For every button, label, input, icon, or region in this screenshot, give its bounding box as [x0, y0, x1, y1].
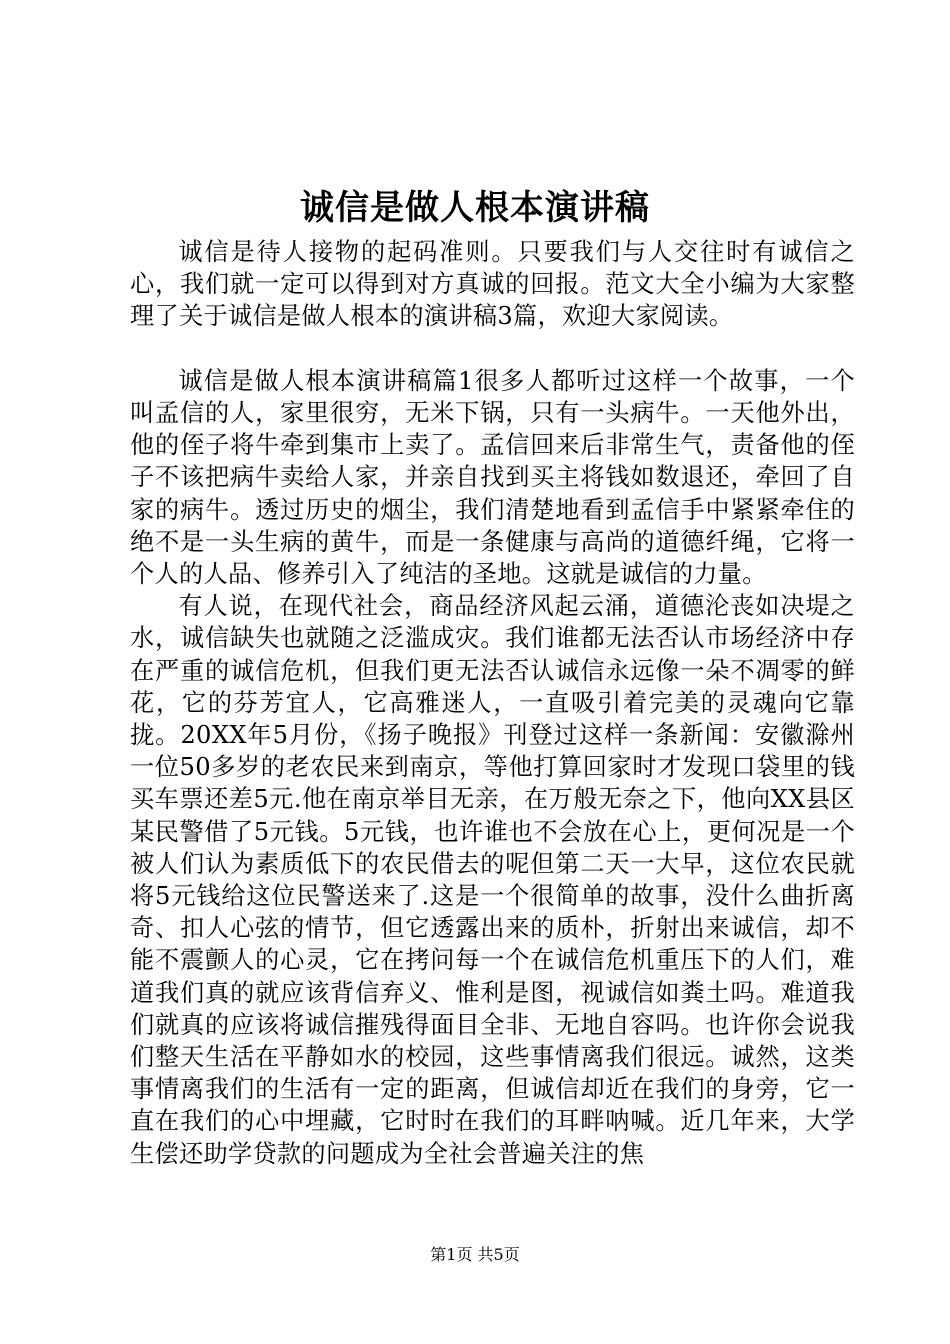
- page-footer: 第1页 共5页: [430, 1245, 520, 1264]
- paragraph-spacer: [130, 333, 855, 365]
- document-title: 诚信是做人根本演讲稿: [300, 188, 650, 228]
- document-body: [130, 236, 855, 1170]
- body-paragraph-2: 有人说，在现代社会，商品经济风起云涌，道德沦丧如决堤之水，诚信缺失也就随之泛滥成灾。我们谁都无法否认市场经济中存在严重的诚信危机，但我们更无法否认诚信永远像一朵不凋零的鲜花，它的芬芳宜人，它高雅迷人，一直吸引着完美的灵魂向它靠拢。20XX年5月份，《扬子晚报》刊登过这样一条新闻：安徽滁州一位50多岁的老农民来到南京，等他打算回家时才发现口袋里的钱买车票还差5元.他在南京举目无亲，在万般无奈之下，他向XX县区某民警借了5元钱。5元钱，也许谁也不会放在心上，更何况是一个被人们认为素质低下的农民借去的呢但第二天一大早，这位农民就将5元钱给这位民警送来了.这是一个很简单的故事，没什么曲折离奇、扣人心弦的情节，但它透露出来的质朴，折射出来诚信，却不能不震颤人的心灵，它在拷问每一个在诚信危机重压下的人们，难道我们真的就应该背信弃义、惟利是图，视诚信如粪土吗。难道我们就真的应该将诚信摧残得面目全非、无地自容吗。也许你会说我们整天生活在平静如水的校园，这些事情离我们很远。诚然，这类事情离我们的生活有一定的距离，但诚信却近在我们的身旁，它一直在我们的心中埋藏，它时时在我们的耳畔呐喊。近几年来，大学生偿还助学贷款的问题成为全社会普遍关注的焦: [130, 592, 855, 1168]
- body-paragraph-1: 诚信是做人根本演讲稿篇1很多人都听过这样一个故事，一个叫孟信的人，家里很穷，无米下锅，只有一头病牛。一天他外出，他的侄子将牛牵到集市上卖了。孟信回来后非常生气，责备他的侄子不该把病牛卖给人家，并亲自找到买主将钱如数退还，牵回了自家的病牛。透过历史的烟尘，我们清楚地看到孟信手中紧紧牵住的绝不是一头生病的黄牛，而是一条健康与高尚的道德纤绳，它将一个人的人品、修养引入了纯洁的圣地。这就是诚信的力量。: [130, 366, 855, 589]
- intro-paragraph: 诚信是待人接物的起码准则。只要我们与人交往时有诚信之心，我们就一定可以得到对方真诚的回报。范文大全小编为大家整理了关于诚信是做人根本的演讲稿3篇，欢迎大家阅读。: [130, 238, 855, 331]
